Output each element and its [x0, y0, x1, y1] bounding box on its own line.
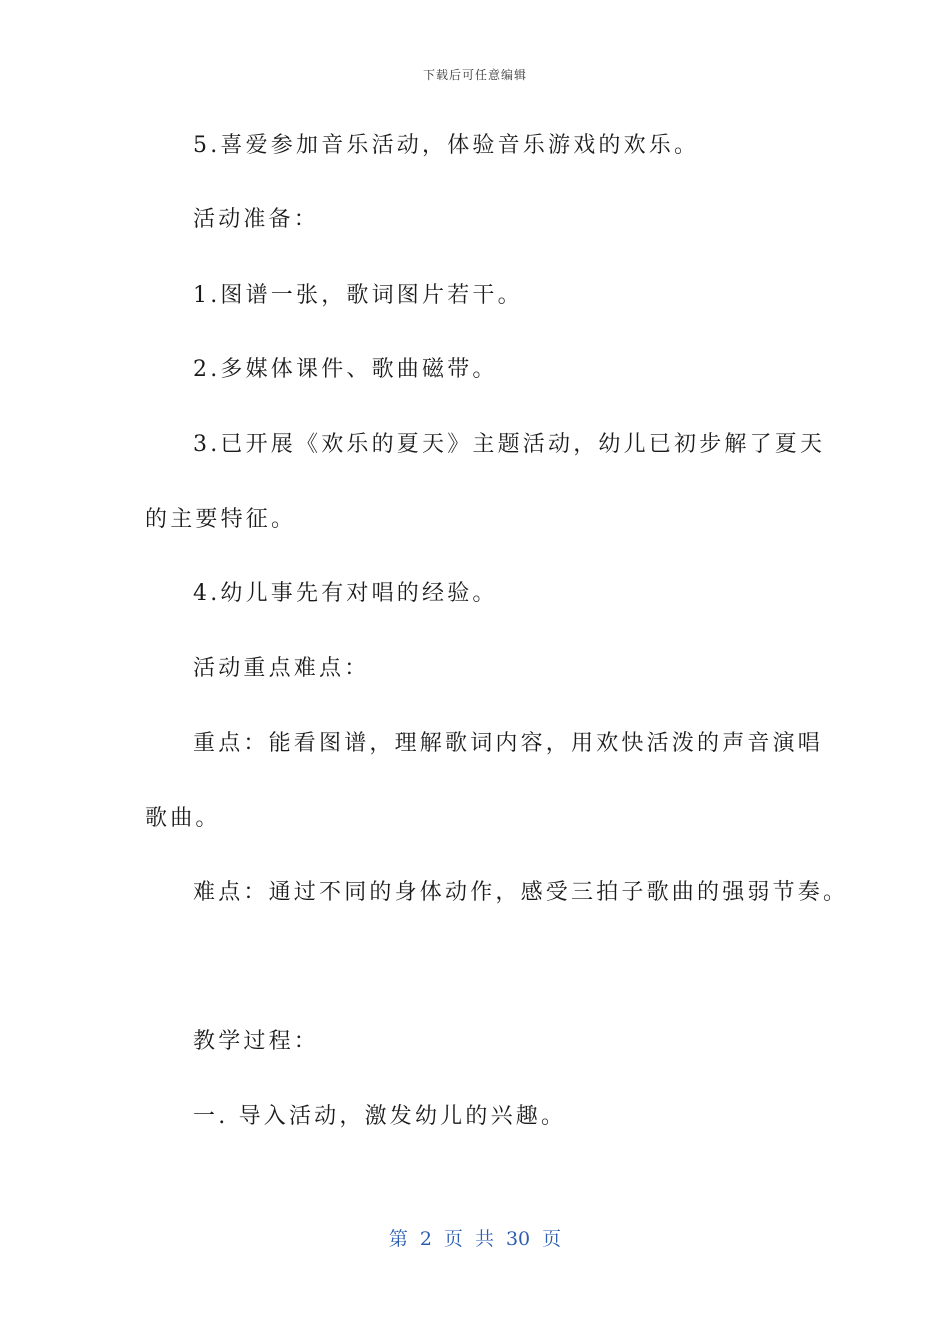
preparation-item-2: 2.多媒体课件、歌曲磁带。 — [193, 357, 498, 382]
preparation-item-4: 4.幼儿事先有对唱的经验。 — [193, 581, 498, 606]
key-point-continuation: 歌曲。 — [145, 806, 221, 831]
footer-page-number: 2 — [419, 1228, 432, 1250]
page-footer — [0, 1224, 950, 1251]
footer-middle: 页 共 — [443, 1228, 494, 1250]
preparation-item-3-continuation: 的主要特征。 — [145, 507, 297, 532]
footer-prefix: 第 — [388, 1228, 408, 1250]
preparation-item-3: 3.已开展《欢乐的夏天》主题活动，幼儿已初步解了夏天 — [193, 432, 826, 457]
footer-suffix: 页 — [542, 1228, 562, 1250]
footer-total-pages: 30 — [505, 1228, 531, 1250]
section-heading-preparation: 活动准备： — [193, 207, 320, 232]
key-point-line: 重点：能看图谱，理解歌词内容，用欢快活泼的声音演唱 — [193, 731, 824, 756]
section-heading-key-points: 活动重点难点： — [193, 656, 370, 681]
page-header: 下载后可任意编辑 — [422, 68, 527, 82]
section-heading-teaching-process: 教学过程： — [193, 1029, 320, 1054]
objective-line-5: 5.喜爱参加音乐活动，体验音乐游戏的欢乐。 — [193, 133, 700, 158]
difficulty-line: 难点：通过不同的身体动作，感受三拍子歌曲的强弱节奏。 — [193, 880, 849, 905]
preparation-item-1: 1.图谱一张，歌词图片若干。 — [193, 283, 523, 308]
process-step-1: 一. 导入活动，激发幼儿的兴趣。 — [193, 1104, 567, 1129]
